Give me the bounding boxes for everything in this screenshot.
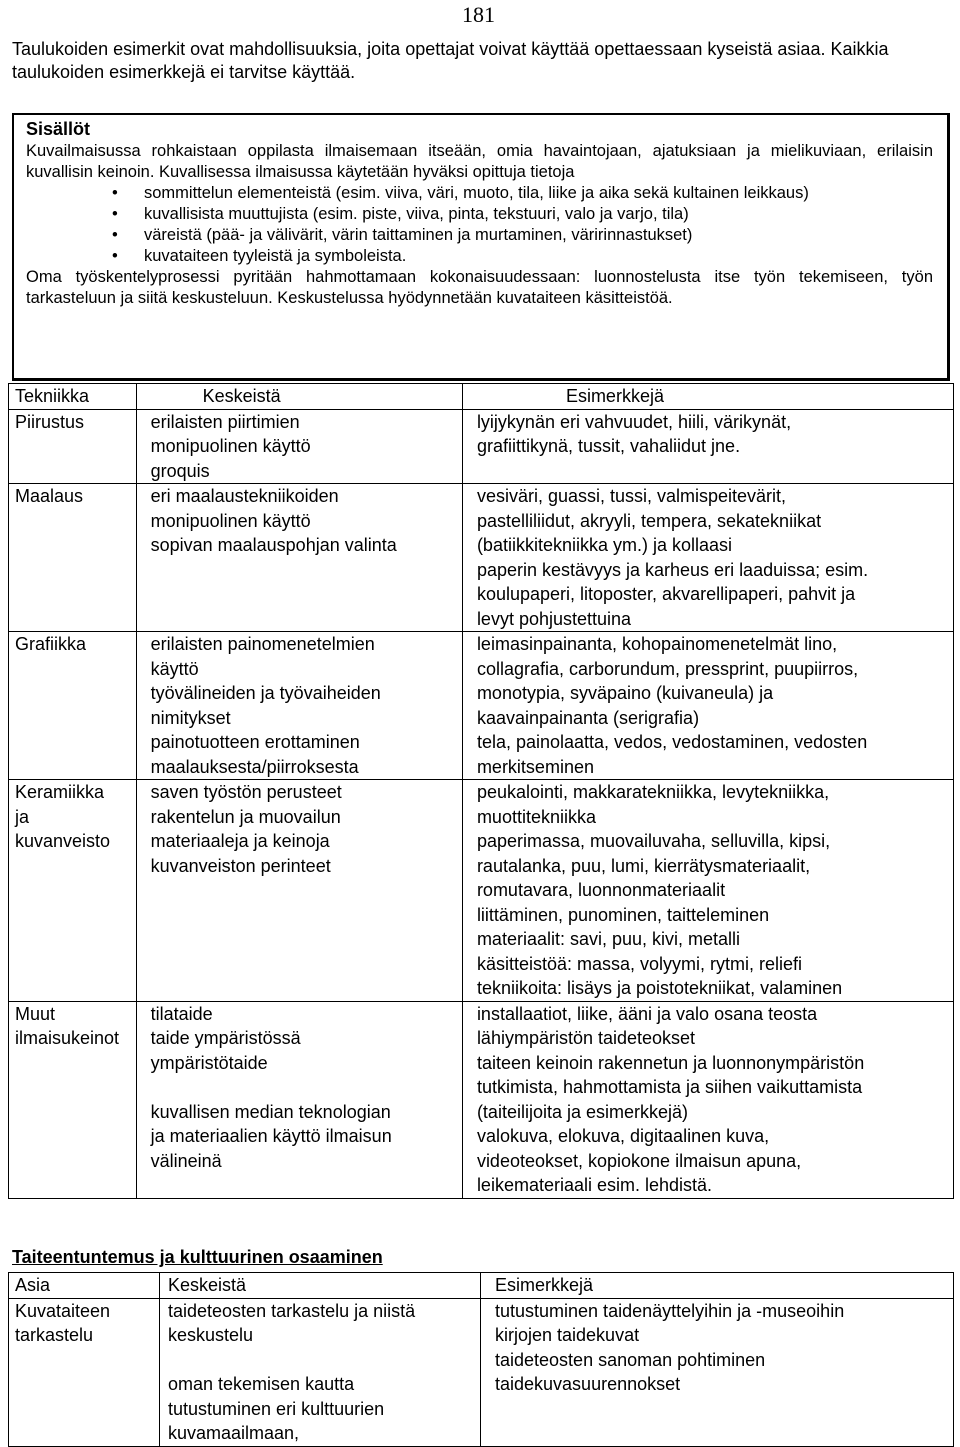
section2-title: Taiteentuntemus ja kulttuurinen osaaminen (12, 1247, 383, 1267)
cell-line: taidekuvasuurennokset (495, 1374, 681, 1394)
cell-esimerkkeja (462, 632, 953, 780)
cell-line: tela, painolaatta, vedos, vedostaminen, vedosten (476, 732, 868, 752)
cell-line: muottitekniikka (476, 806, 596, 827)
bullet-icon: • (112, 205, 118, 223)
cell-line: leikemateriaali esim. lehdistä. (476, 1175, 713, 1195)
header-keskeista: Keskeistä (136, 384, 462, 410)
cell-line: merkitseminen (476, 756, 594, 777)
cell-line: taide ympäristössä (150, 1028, 301, 1048)
cell-line: grafiittikynä, tussit, vahaliidut jne. (476, 436, 741, 456)
cell-line: Keramiikka (15, 782, 105, 802)
sisallot-paragraph-1: Kuvailmaisussa rohkaistaan oppilasta ilmaisemaan itseään, omia havaintojaan, ajatuksiaan ja mielikuviaan, erilaisin kuvallisin keinoin. Kuvallisessa ilmaisussa käytetään hyväksi opittuja tietoja (26, 142, 933, 181)
cell-line: monipuolinen käyttö (150, 436, 311, 456)
header-esimerkkeja: Esimerkkejä (481, 1273, 954, 1299)
cell-line: sopivan maalauspohjan valinta (150, 535, 397, 555)
cell-line: tutkimista, hahmottamista ja siihen vaikuttamista (476, 1077, 863, 1097)
cell-line: painotuotteen erottaminen (150, 732, 360, 752)
cell-line: maalauksesta/piirroksesta (150, 756, 359, 777)
cell-line: vesiväri, guassi, tussi, valmispeitevärit, (476, 486, 787, 506)
cell-line: installaatiot, liike, ääni ja valo osana teosta (476, 1003, 818, 1024)
sisallot-box (12, 113, 950, 381)
cell-line: (batiikkitekniikka ym.) ja kollaasi (476, 535, 733, 555)
sisallot-bullet-list (26, 183, 933, 267)
cell-line: Piirustus (15, 411, 85, 432)
cell-esimerkkeja (462, 484, 953, 632)
cell-line: oman tekemisen kautta (168, 1374, 355, 1394)
table-row (9, 1001, 954, 1198)
cell-line: rakentelun ja muovailun (150, 806, 341, 827)
cell-keskeista (136, 632, 462, 780)
sisallot-paragraph-2: Oma työskentelyprosessi pyritään hahmottamaan kokonaisuudessaan: luonnostelusta itse työn tekemiseen, työn tarkasteluun ja siitä keskusteluun. Keskustelussa hyödynnetään kuvataiteen käsitteistöä. (26, 268, 933, 307)
cell-line: taideteosten sanoman pohtiminen (495, 1349, 766, 1370)
bullet-icon: • (112, 226, 118, 244)
cell-tekniikka (9, 780, 137, 1002)
cell-line: Maalaus (15, 486, 84, 506)
cell-keskeista (160, 1372, 481, 1446)
bullet-item: • kuvallisista muuttujista (esim. piste, viiva, pinta, tekstuuri, valo ja varjo, tila) (112, 205, 689, 223)
cell-line: valokuva, elokuva, digitaalinen kuva, (476, 1126, 770, 1146)
bullet-item: • sommittelun elementeistä (esim. viiva, väri, muoto, tila, liike ja aika sekä kultainen leikkaus) (112, 184, 809, 202)
cell-line: kaavainpainanta (serigrafia) (476, 707, 700, 728)
cell-tekniikka (9, 632, 137, 780)
cell-line: Grafiikka (15, 634, 87, 654)
cell-line: kirjojen taidekuvat (495, 1325, 640, 1345)
cell-esimerkkeja (462, 409, 953, 484)
header-asia: Asia (9, 1273, 160, 1299)
cell-keskeista (136, 409, 462, 484)
cell-line: videoteokset, kopiokone ilmaisun apuna, (476, 1150, 802, 1171)
bullet-item: • väreistä (pää- ja välivärit, värin taittaminen ja murtaminen, väririnnastukset) (112, 226, 693, 244)
cell-line: tarkastelu (15, 1325, 94, 1345)
cell-line: käyttö (150, 658, 199, 679)
table-row (9, 484, 954, 632)
cell-line: nimitykset (150, 707, 231, 728)
cell-line: taiteen keinoin rakennetun ja luonnonympäristön (476, 1052, 865, 1073)
cell-line: tutustuminen taidenäyttelyihin ja -museoihin (495, 1300, 845, 1321)
cell-line: kuvamaailmaan, (168, 1423, 300, 1443)
cell-keskeista (136, 484, 462, 632)
cell-esimerkkeja (481, 1372, 954, 1446)
cell-keskeista (160, 1298, 481, 1372)
cell-line: materiaaleja ja keinoja (150, 831, 330, 851)
cell-line: erilaisten painomenetelmien (150, 634, 375, 654)
table-row (9, 1298, 954, 1372)
cell-line: ympäristötaide (150, 1052, 268, 1073)
cell-esimerkkeja (462, 780, 953, 1002)
cell-line: koulupaperi, litoposter, akvarellipaperi, pahvit ja (476, 584, 856, 604)
art-knowledge-table (8, 1272, 954, 1447)
cell-line: taideteosten tarkastelu ja niistä (168, 1300, 416, 1321)
cell-line: tekniikoita: lisäys ja poistotekniikat, valaminen (476, 978, 843, 998)
cell-line: eri maalaustekniikoiden (150, 486, 339, 506)
cell-esimerkkeja (462, 1001, 953, 1198)
table-row (9, 1372, 954, 1446)
bullet-item: • kuvataiteen tyyleistä ja symboleista. (112, 247, 407, 265)
cell-esimerkkeja (481, 1298, 954, 1372)
intro-paragraph: Taulukoiden esimerkit ovat mahdollisuuksia, joita opettajat voivat käyttää opettaessaan kyseistä asiaa. Kaikkia taulukoiden esimerkkejä ei tarvitse käyttää. (12, 39, 889, 82)
table-header-row (9, 384, 954, 410)
cell-line: pastelliliidut, akryyli, tempera, sekatekniikat (476, 510, 822, 531)
cell-line: levyt pohjustettuina (476, 608, 632, 629)
cell-line: romutavara, luonnonmateriaalit (476, 880, 726, 900)
table-row (9, 780, 954, 1002)
cell-line: monipuolinen käyttö (150, 510, 311, 531)
cell-line: Kuvataiteen (15, 1300, 111, 1321)
cell-line: kuvanveiston perinteet (150, 855, 331, 876)
page-number: 181 (462, 2, 495, 27)
header-esimerkkeja: Esimerkkejä (462, 384, 953, 410)
cell-line: paperin kestävyys ja karheus eri laaduissa; esim. (476, 559, 869, 580)
cell-line: ilmaisukeinot (15, 1028, 120, 1048)
sisallot-title: Sisällöt (26, 119, 91, 139)
header-keskeista: Keskeistä (160, 1273, 481, 1299)
cell-line: ja (15, 806, 30, 827)
cell-line: lähiympäristön taideteokset (476, 1028, 696, 1048)
cell-line: käsitteistöä: massa, volyymi, rytmi, reliefi (476, 953, 803, 974)
cell-line: välineinä (150, 1150, 222, 1171)
table-header-row (9, 1273, 954, 1299)
cell-tekniikka (9, 1001, 137, 1198)
cell-line: Muut (15, 1003, 56, 1024)
cell-line: materiaalit: savi, puu, kivi, metalli (476, 929, 741, 949)
cell-line: rautalanka, puu, lumi, kierrätysmateriaalit, (476, 855, 811, 876)
cell-line: peukalointi, makkaratekniikka, levytekniikka, (476, 782, 830, 802)
cell-line: collagrafia, carborundum, pressprint, puupiirros, (476, 658, 859, 679)
cell-line: ja materiaalien käyttö ilmaisun (150, 1126, 392, 1146)
cell-line: tutustuminen eri kulttuurien (168, 1398, 385, 1419)
cell-asia (9, 1298, 160, 1372)
cell-line (15, 1372, 159, 1397)
cell-line: leimasinpainanta, kohopainomenetelmät lino, (476, 634, 838, 654)
cell-line: tilataide (150, 1003, 213, 1024)
cell-line: (taiteilijoita ja esimerkkejä) (476, 1101, 689, 1122)
table-row (9, 632, 954, 780)
cell-line: liittäminen, punominen, taitteleminen (476, 904, 770, 925)
cell-line: erilaisten piirtimien (150, 411, 300, 432)
cell-keskeista (136, 780, 462, 1002)
cell-tekniikka (9, 409, 137, 484)
table-row (9, 409, 954, 484)
cell-line: työvälineiden ja työvaiheiden (150, 683, 381, 703)
cell-line: paperimassa, muovailuvaha, selluvilla, kipsi, (476, 831, 831, 851)
cell-tekniikka (9, 484, 137, 632)
cell-line (151, 1075, 462, 1100)
cell-line: lyijykynän eri vahvuudet, hiili, värikynät, (476, 411, 792, 432)
header-tekniikka: Tekniikka (9, 384, 137, 410)
cell-asia (9, 1372, 160, 1446)
cell-line: kuvallisen median teknologian (150, 1101, 391, 1122)
cell-line: groquis (150, 460, 210, 481)
bullet-icon: • (112, 184, 118, 202)
cell-line: monotypia, syväpaino (kuivaneula) ja (476, 683, 774, 703)
techniques-table (8, 383, 954, 1199)
cell-line: kuvanveisto (15, 831, 111, 851)
cell-keskeista (136, 1001, 462, 1198)
cell-line: keskustelu (168, 1325, 254, 1345)
cell-line: saven työstön perusteet (150, 782, 342, 802)
bullet-icon: • (112, 247, 118, 265)
